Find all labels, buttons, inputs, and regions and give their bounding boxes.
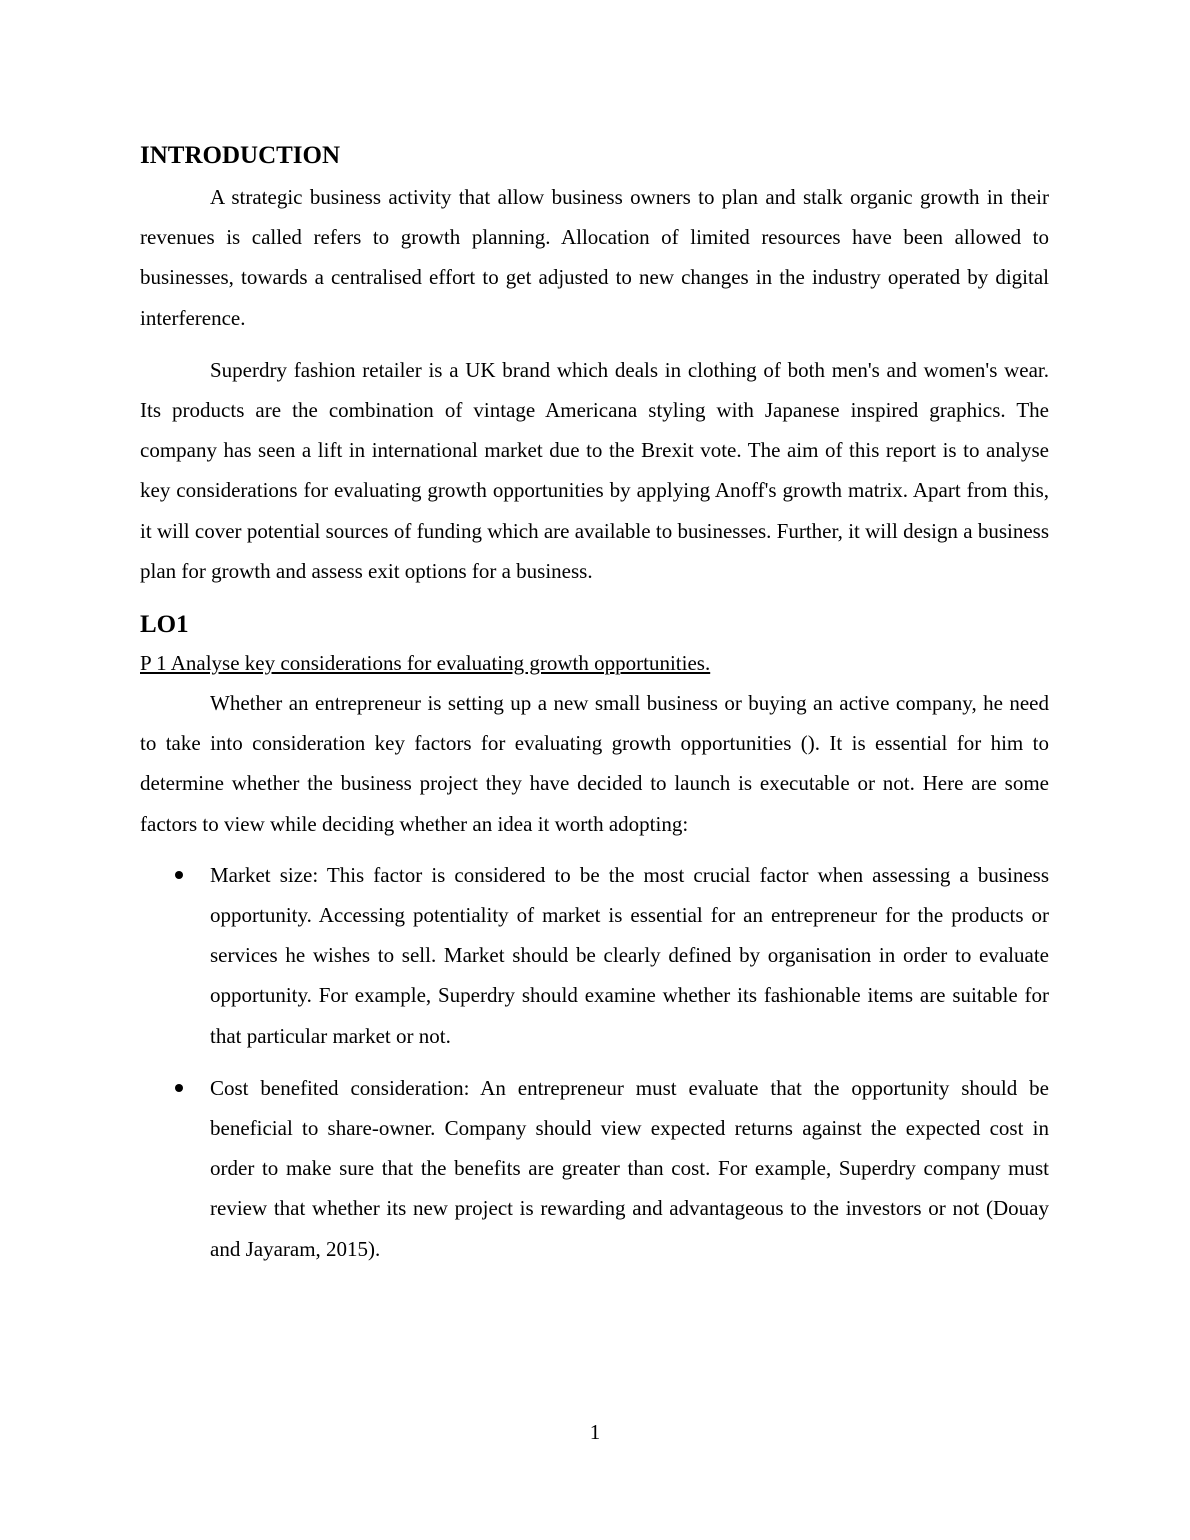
list-item bbox=[140, 1068, 1049, 1269]
list-item bbox=[140, 855, 1049, 1056]
document-page bbox=[140, 138, 1049, 1269]
page-number: 1 bbox=[589, 1420, 601, 1444]
lo1-heading: LO1 bbox=[140, 611, 189, 639]
introduction-heading: INTRODUCTION bbox=[140, 142, 341, 169]
bullet-icon bbox=[175, 1084, 183, 1092]
considerations-list bbox=[140, 855, 1049, 1269]
intro-paragraph-1: A strategic business activity that allow business owners to plan and stalk organic growth in their revenues is called refers to growth planning. Allocation of limited resources have been allowed to businesses, towards a centralised effort to get adjusted to new changes in the industry operated by digital interference. bbox=[140, 185, 1049, 330]
lo1-paragraph: Whether an entrepreneur is setting up a new small business or buying an active company, he need to take into consideration key factors for evaluating growth opportunities (). It is essential for him to determine whether the business project they have decided to launch is executable or not. Here are some factors to view while deciding whether an idea it worth adopting: bbox=[140, 691, 1049, 836]
bullet-icon bbox=[175, 871, 183, 879]
p1-subheading: P 1 Analyse key considerations for evaluating growth opportunities. bbox=[140, 651, 711, 676]
list-item-text: Market size: This factor is considered to be the most crucial factor when assessing a business opportunity. Accessing potentiality of market is essential for an entrepreneur for the products or services he wishes to sell. Market should be clearly defined by organisation in order to evaluate opportunity. For example, Superdry should examine whether its fashionable items are suitable for that particular market or not. bbox=[210, 862, 1049, 1048]
list-item-text: Cost benefited consideration: An entrepreneur must evaluate that the opportunity should be beneficial to share-owner. Company should view expected returns against the expected cost in order to make sure that the benefits are greater than cost. For example, Superdry company must review that whether its new project is rewarding and advantageous to the investors or not (Douay and Jayaram, 2015). bbox=[210, 1075, 1049, 1261]
intro-paragraph-2: Superdry fashion retailer is a UK brand which deals in clothing of both men's and women's wear. Its products are the combination of vintage Americana styling with Japanese inspired graphics. The company has seen a lift in international market due to the Brexit vote. The aim of this report is to analyse key considerations for evaluating growth opportunities by applying Anoff's growth matrix. Apart from this, it will cover potential sources of funding which are available to businesses. Further, it will design a business plan for growth and assess exit options for a business. bbox=[140, 357, 1049, 583]
